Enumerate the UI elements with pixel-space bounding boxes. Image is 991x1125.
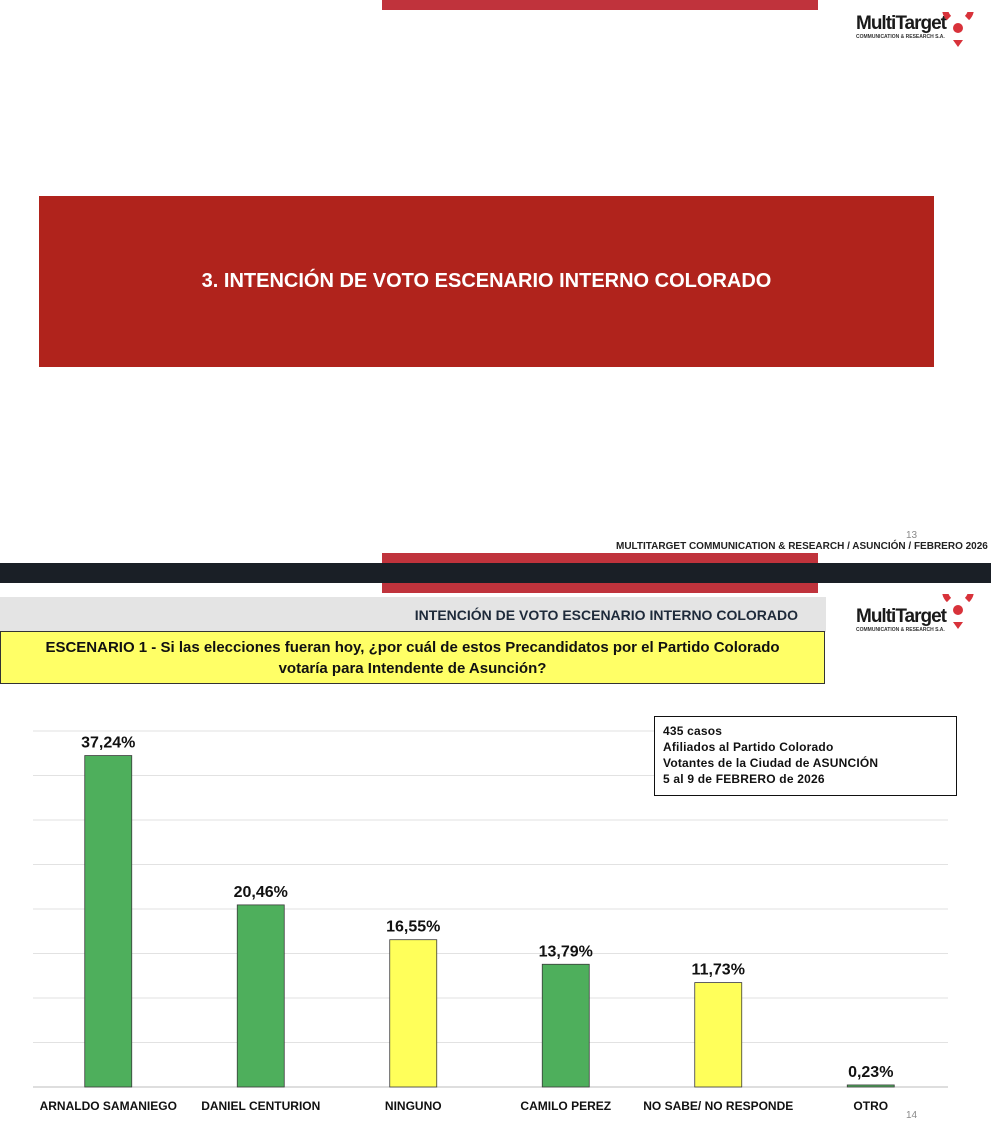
category-label: NINGUNO	[384, 1099, 442, 1113]
bar	[237, 905, 284, 1087]
question-line-2: votaría para Intendente de Asunción?	[278, 659, 547, 677]
data-label: 16,55%	[386, 918, 441, 936]
data-label: 13,79%	[538, 943, 593, 961]
page-number: 13	[906, 530, 918, 541]
category-label: ARNALDO SAMANIEGO	[39, 1099, 177, 1113]
survey-question	[13, 637, 813, 679]
section-title-banner	[39, 196, 934, 367]
category-label: DANIEL CENTURION	[201, 1099, 321, 1113]
sample-info-box	[654, 716, 957, 796]
slide-header: INTENCIÓN DE VOTO ESCENARIO INTERNO COLORADO	[414, 606, 798, 623]
logo-name: MultiTarget	[856, 606, 946, 627]
target-logo-icon	[941, 594, 975, 630]
top-accent-bar	[382, 0, 818, 10]
slide-header-bar	[0, 597, 826, 632]
category-label: CAMILO PEREZ	[520, 1099, 612, 1113]
category-label: NO SABE/ NO RESPONDE	[643, 1099, 794, 1113]
info-line: Votantes de la Ciudad de ASUNCIÓN	[663, 756, 879, 770]
info-line: 5 al 9 de FEBRERO de 2026	[663, 772, 825, 786]
multitarget-logo	[856, 607, 946, 633]
data-label: 37,24%	[81, 734, 136, 752]
bar	[847, 1085, 894, 1087]
target-logo-icon	[941, 12, 975, 48]
data-label: 11,73%	[691, 961, 745, 979]
info-line: Afiliados al Partido Colorado	[663, 740, 834, 754]
section-title: 3. INTENCIÓN DE VOTO ESCENARIO INTERNO COLORADO	[201, 270, 772, 292]
bar	[85, 756, 132, 1087]
multitarget-logo	[856, 14, 946, 40]
logo-tagline: COMMUNICATION & RESEARCH S.A.	[856, 34, 945, 40]
bar	[390, 940, 437, 1087]
data-label: 0,23%	[848, 1063, 894, 1081]
bar	[542, 964, 589, 1087]
page-number: 14	[906, 1110, 918, 1121]
category-label: OTRO	[853, 1099, 889, 1113]
bar	[695, 983, 742, 1087]
slide-divider	[0, 563, 991, 583]
data-label: 20,46%	[233, 883, 288, 901]
slide-footer: MULTITARGET COMMUNICATION & RESEARCH / ASUNCIÓN / FEBRERO 2026	[616, 541, 988, 552]
logo-tagline: COMMUNICATION & RESEARCH S.A.	[856, 627, 945, 633]
accent-bar	[382, 553, 818, 563]
survey-question-box	[0, 631, 825, 684]
question-line-1: ESCENARIO 1 - Si las elecciones fueran hoy, ¿por cuál de estos Precandidatos por el Partido Colorado	[45, 638, 780, 656]
accent-bar	[382, 583, 818, 593]
info-line: 435 casos	[663, 724, 723, 738]
logo-name: MultiTarget	[856, 13, 946, 34]
